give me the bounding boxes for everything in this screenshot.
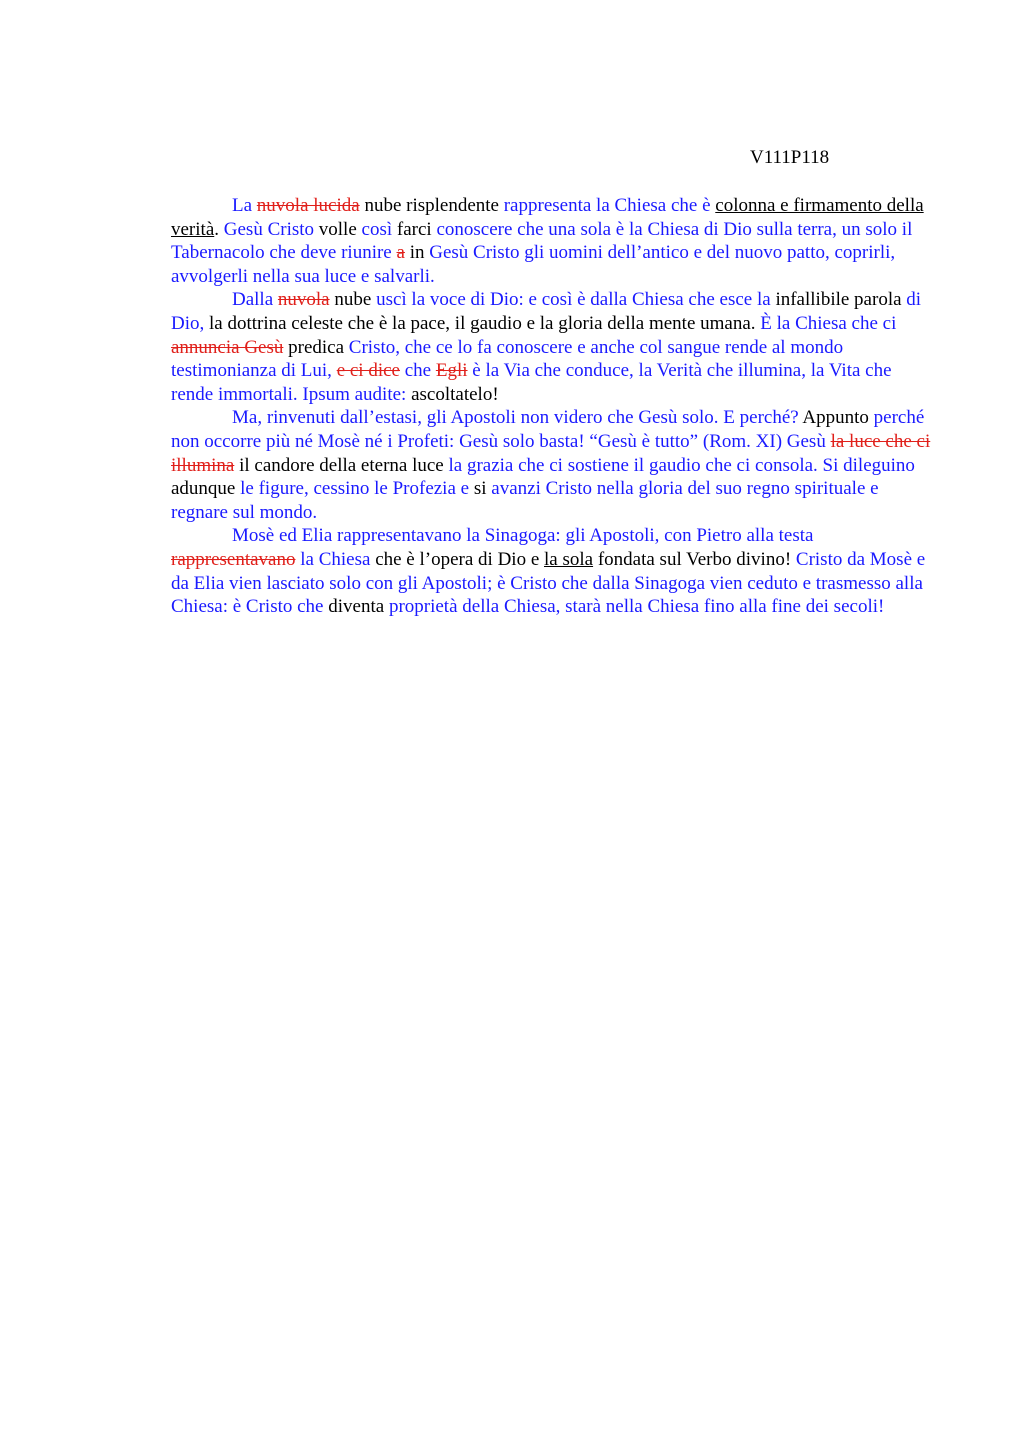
added-text-segment: perché non occorre più né Mosè né i Profeti: Gesù solo basta! “Gesù è tutto” (Rom. XI) Gesù bbox=[171, 407, 925, 452]
added-text-segment: Dalla bbox=[232, 289, 278, 311]
original-text-segment: in bbox=[404, 242, 430, 264]
deleted-text-segment: annuncia Gesù bbox=[171, 336, 284, 358]
paragraph-1 bbox=[171, 194, 931, 288]
added-text-segment: di Dio, bbox=[171, 289, 922, 334]
added-text-segment: la grazia che ci sostiene il gaudio che ci consola. Si dileguino bbox=[448, 454, 915, 476]
original-text-segment: fondata sul Verbo divino! bbox=[593, 548, 796, 570]
deleted-text-segment: nuvola lucida bbox=[256, 195, 360, 216]
paragraph-4 bbox=[171, 524, 931, 618]
paragraph-2 bbox=[171, 288, 931, 406]
added-text-segment: Mosè ed Elia rappresentavano la Sinagoga: gli Apostoli, con Pietro alla testa bbox=[232, 525, 814, 547]
deleted-text-segment: la luce che ci illumina bbox=[171, 430, 931, 476]
added-text-segment: che bbox=[399, 360, 436, 382]
underlined-text-segment: colonna e firmamento della verità bbox=[171, 195, 924, 240]
original-text-segment: il candore della eterna luce bbox=[234, 454, 449, 476]
document-body bbox=[171, 194, 931, 619]
deleted-text-segment: e ci dice bbox=[336, 360, 400, 382]
deleted-text-segment: rappresentavano bbox=[171, 548, 296, 570]
underlined-text-segment: la sola bbox=[544, 548, 594, 570]
added-text-segment: È la Chiesa che ci bbox=[760, 312, 897, 334]
original-text-segment: Appunto bbox=[802, 407, 874, 429]
added-text-segment: Cristo da Mosè e da Elia vien lasciato solo con gli Apostoli; è Cristo che dalla Sinagoga vien ceduto e trasmesso alla Chiesa: è Cristo che bbox=[171, 548, 926, 618]
original-text-segment: farci bbox=[396, 218, 437, 240]
added-text-segment: è la Via che conduce, la Verità che illumina, la Vita che rende immortali. Ipsum audite: bbox=[171, 360, 892, 405]
original-text-segment: nube bbox=[329, 289, 377, 311]
original-text-segment: infallibile parola bbox=[775, 289, 907, 311]
deleted-text-segment: nuvola bbox=[277, 289, 330, 311]
original-text-segment: la dottrina celeste che è la pace, il gaudio e la gloria della mente umana. bbox=[209, 312, 761, 334]
added-text-segment: le figure, cessino le Profezia e bbox=[240, 478, 474, 500]
added-text-segment: Ma, rinvenuti dall’estasi, gli Apostoli non videro che Gesù solo. E perché? bbox=[232, 407, 803, 429]
added-text-segment: Cristo, che ce lo fa conoscere e anche col sangue rende al mondo testimonianza di Lui, bbox=[171, 336, 844, 382]
original-text-segment: volle bbox=[318, 218, 362, 240]
added-text-segment: La bbox=[232, 195, 257, 216]
original-text-segment: . bbox=[214, 218, 224, 240]
added-text-segment: avanzi Cristo nella gloria del suo regno spirituale e regnare sul mondo. bbox=[171, 478, 879, 523]
original-text-segment: ascoltatelo! bbox=[411, 383, 499, 405]
page-reference: V111P118 bbox=[750, 147, 830, 168]
original-text-segment: adunque bbox=[171, 478, 241, 500]
added-text-segment: così bbox=[361, 218, 397, 240]
added-text-segment: Gesù Cristo gli uomini dell’antico e del nuovo patto, coprirli, avvolgerli nella sua luce e salvarli. bbox=[171, 242, 896, 287]
deleted-text-segment: a bbox=[396, 242, 405, 264]
added-text-segment: rappresenta la Chiesa che è bbox=[503, 195, 716, 216]
added-text-segment: la Chiesa bbox=[295, 548, 376, 570]
original-text-segment: nube risplendente bbox=[359, 195, 504, 216]
added-text-segment: Gesù Cristo bbox=[223, 218, 319, 240]
paragraph-3 bbox=[171, 406, 931, 524]
original-text-segment: diventa bbox=[328, 596, 389, 618]
original-text-segment: che è l’opera di Dio e bbox=[375, 548, 544, 570]
added-text-segment: uscì la voce di Dio: e così è dalla Chiesa che esce la bbox=[376, 289, 776, 311]
added-text-segment: conoscere che una sola è la Chiesa di Dio sulla terra, un solo il Tabernacolo che deve riunire bbox=[171, 218, 913, 264]
added-text-segment: proprietà della Chiesa, starà nella Chiesa fino alla fine dei secoli! bbox=[388, 596, 885, 618]
original-text-segment: si bbox=[473, 478, 492, 500]
deleted-text-segment: Egli bbox=[435, 360, 468, 382]
original-text-segment: predica bbox=[283, 336, 349, 358]
